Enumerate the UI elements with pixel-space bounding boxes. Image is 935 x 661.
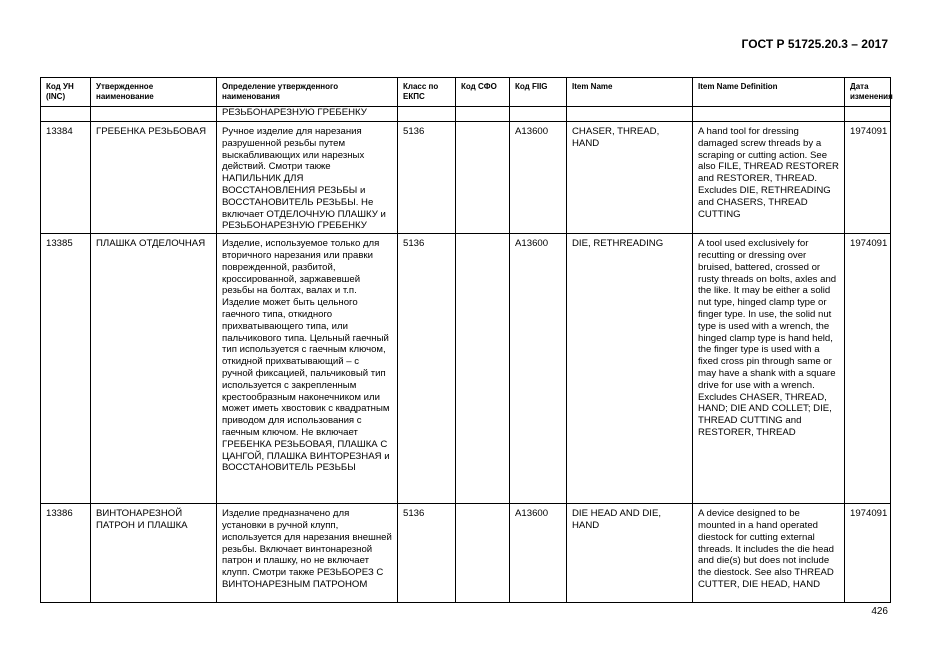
cell-fiig: A13600 <box>510 122 567 234</box>
table-row <box>41 234 891 504</box>
cell-sfo <box>456 504 510 603</box>
cell-fiig: A13600 <box>510 234 567 504</box>
cell-item-name: CHASER, THREAD, HAND <box>567 122 693 234</box>
items-table <box>40 77 891 603</box>
col-header-sfo: Код СФО <box>456 78 510 107</box>
cell-name: ВИНТОНАРЕЗНОЙ ПАТРОН И ПЛАШКА <box>91 504 217 603</box>
cell-inc: 13384 <box>41 122 91 234</box>
cell-date: 1974091 <box>845 234 891 504</box>
col-header-name: Утвержденное наименование <box>91 78 217 107</box>
cell-item-definition: A device designed to be mounted in a hand operated diestock for cutting external threads. It includes the die head and die(s) but does not include the diestock. See also THREAD CUTTER, DIE HEAD, HAND <box>693 504 845 603</box>
table-row <box>41 122 891 234</box>
cell-class: 5136 <box>398 504 456 603</box>
cell-inc: 13386 <box>41 504 91 603</box>
col-header-definition: Определение утвержденного наименования <box>217 78 398 107</box>
cell-definition: Изделие, используемое только для вторичного нарезания или правки поврежденной, разбитой, кроссированной, заржавевшей резьбы на болтах, валах и т.п. Изделие может быть цельного гаечного типа, откидного прихватывающего типа, или пальчикового типа. Цельный гаечный тип используется с гаечным ключом, откидной прихватывающий – с ручной фиксацией, пальчиковый тип используется с закрепленным крестообразным наконечником или может иметь хвостовик с квадратным приводом для использования с гаечным ключом. Не включает ГРЕБЕНКА РЕЗЬБОВАЯ, ПЛАШКА С ЦАНГОЙ, ПЛАШКА ВИНТОРЕЗНАЯ и ВОССТАНОВИТЕЛЬ РЕЗЬБЫ <box>217 234 398 504</box>
cell-class: 5136 <box>398 234 456 504</box>
continuation-text: РЕЗЬБОНАРЕЗНУЮ ГРЕБЕНКУ <box>217 107 398 122</box>
header-row <box>41 78 891 107</box>
cell-definition: Изделие предназначено для установки в ручной клупп, используется для нарезания внешней резьбы. Включает винтонарезной патрон и плашку, но не включает клупп. Смотри также РЕЗЬБОРЕЗ С ВИНТОНАРЕЗНЫМ ПАТРОНОМ <box>217 504 398 603</box>
col-header-class: Класс по ЕКПС <box>398 78 456 107</box>
col-header-item-name: Item Name <box>567 78 693 107</box>
cell-date: 1974091 <box>845 504 891 603</box>
cell-date: 1974091 <box>845 122 891 234</box>
cell-class: 5136 <box>398 122 456 234</box>
page-number: 426 <box>871 606 888 617</box>
cell-inc: 13385 <box>41 234 91 504</box>
cell-item-name: DIE, RETHREADING <box>567 234 693 504</box>
cell-item-name: DIE HEAD AND DIE, HAND <box>567 504 693 603</box>
cell-item-definition: A hand tool for dressing damaged screw threads by a scraping or cutting action. See also FILE, THREAD RESTORER and RESTORER, THREAD. Excludes DIE, RETHREADING and CHASERS, THREAD CUTTING <box>693 122 845 234</box>
cell-definition: Ручное изделие для нарезания разрушенной резьбы путем выскабливающих или нарезных действий. Смотри также НАПИЛЬНИК ДЛЯ ВОССТАНОВЛЕНИЯ РЕЗЬБЫ и ВОССТАНОВИТЕЛЬ РЕЗЬБЫ. Не включает ОТДЕЛОЧНУЮ ПЛАШКУ и РЕЗЬБОНАРЕЗНУЮ ГРЕБЕНКУ <box>217 122 398 234</box>
cell-name: ПЛАШКА ОТДЕЛОЧНАЯ <box>91 234 217 504</box>
cell-sfo <box>456 234 510 504</box>
cell-fiig: A13600 <box>510 504 567 603</box>
cell-name: ГРЕБЕНКА РЕЗЬБОВАЯ <box>91 122 217 234</box>
table-row <box>41 504 891 603</box>
standard-number: ГОСТ Р 51725.20.3 – 2017 <box>741 37 888 51</box>
continuation-row <box>41 107 891 122</box>
cell-sfo <box>456 122 510 234</box>
col-header-item-definition: Item Name Definition <box>693 78 845 107</box>
col-header-date: Дата изменения <box>845 78 891 107</box>
cell-item-definition: A tool used exclusively for recutting or dressing over bruised, battered, crossed or rusty threads on bolts, axles and the like. It may be either a solid nut type, hinged clamp type or finger type. In use, the solid nut type is used with a wrench, the hinged clamp type is hand held, the finger type is used with a fixed cross pin through same or may have a shank with a square drive for use with a wrench. Excludes CHASER, THREAD, HAND; DIE AND COLLET; DIE, THREAD CUTTING and RESTORER, THREAD <box>693 234 845 504</box>
col-header-fiig: Код FIIG <box>510 78 567 107</box>
col-header-inc: Код УН (INC) <box>41 78 91 107</box>
